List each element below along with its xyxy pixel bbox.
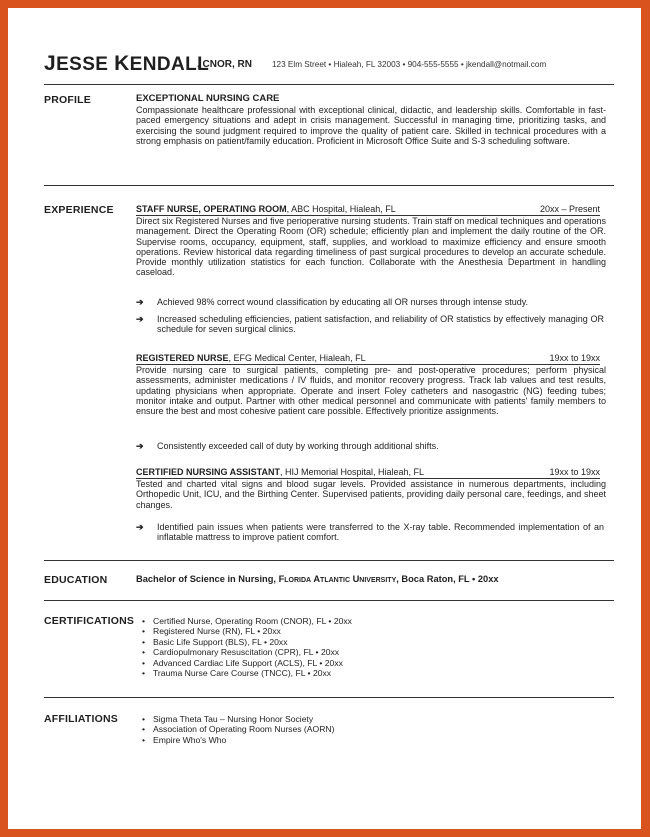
profile-label: PROFILE — [44, 94, 91, 106]
job-title: STAFF NURSE, OPERATING ROOM — [136, 204, 287, 214]
degree: Bachelor of Science in Nursing, — [136, 574, 279, 584]
section-divider — [44, 560, 614, 561]
list-item: • Sigma Theta Tau – Nursing Honor Society — [142, 714, 335, 724]
job-employer: , ABC Hospital, Hialeah, FL — [286, 204, 396, 214]
education-entry — [136, 574, 499, 584]
job-heading — [136, 467, 600, 479]
arrow-right-icon: ➔ — [136, 314, 144, 324]
list-item: • Association of Operating Room Nurses (AORN) — [142, 724, 335, 734]
certifications-label: CERTIFICATIONS — [44, 615, 135, 627]
job-dates: 19xx to 19xx — [549, 467, 600, 477]
job-description: Direct six Registered Nurses and five perioperative nursing students. Train staff on medical techniques and operations management. Direct the Operating Room (OR) schedule; efficiently plan and implement the daily routine of the OR. Supervise rooms, occupancy, equipment, staff, supplies, and workload to maximize efficiency and ensure smooth operations. Review historical data regarding timeliness of past surgical procedures to develop an accurate schedule. Provide monthly utilization statistics for each function. Collaborate with the Anesthesia Department in handling caseload. — [136, 216, 606, 278]
arrow-right-icon: ➔ — [136, 441, 144, 451]
arrow-right-icon: ➔ — [136, 522, 144, 532]
experience-label: EXPERIENCE — [44, 204, 114, 216]
list-item: • Empire Who's Who — [142, 735, 335, 745]
list-item: • Trauma Nurse Care Course (TNCC), FL • 20xx — [142, 668, 352, 678]
job-description: Provide nursing care to surgical patients, completing pre- and post-operative procedures; perform physical assessments, administer medications / IV fluids, and monitor recovery progress. Track lab values and test results, updating physicians when appropriate. Operate and insert Foley catheters and nasogastric (NG) feeding tubes; monitor intake and output. Partner with other medical personnel and communicate with patients' family members to ensure the best and most cohesive patient care possible. Effectively prioritize assignments. — [136, 365, 606, 417]
resume-header — [44, 52, 614, 85]
job-title: REGISTERED NURSE — [136, 353, 229, 363]
list-item: • Advanced Cardiac Life Support (ACLS), FL • 20xx — [142, 658, 352, 668]
section-divider — [44, 600, 614, 601]
list-item: • Certified Nurse, Operating Room (CNOR), FL • 20xx — [142, 616, 352, 626]
job-heading — [136, 353, 600, 365]
certifications-list — [142, 616, 352, 678]
school: Florida Atlantic University — [278, 574, 397, 584]
arrow-right-icon: ➔ — [136, 297, 144, 307]
education-label: EDUCATION — [44, 574, 108, 586]
candidate-name: JESSE KENDALL — [44, 52, 210, 75]
job-description: Tested and charted vital signs and blood sugar levels. Provided assistance in numerous departments, including Orthopedic Unit, ICU, and the Birthing Center. Supervised patients, providing daily personal care, feedings, and sheet changes. — [136, 479, 606, 510]
job-employer: , HIJ Memorial Hospital, Hialeah, FL — [280, 467, 425, 477]
job-employer: , EFG Medical Center, Hialeah, FL — [228, 353, 366, 363]
job-dates: 20xx – Present — [539, 204, 600, 214]
affiliations-label: AFFILIATIONS — [44, 713, 118, 725]
job-heading — [136, 204, 600, 216]
profile-text: Compassionate healthcare professional with exceptional clinical, didactic, and leadership skills. Comfortable in fast-paced emergency situations and adept in crisis management. Successful in managing time, prioritizing tasks, and exercising the sound judgment required to improve the quality of patient care. Skilled in technical procedures with a strong emphasis on patient/family education. Proficient in Microsoft Office Suite and S-3 scheduling software. — [136, 105, 606, 146]
list-item: • Registered Nurse (RN), FL • 20xx — [142, 626, 352, 636]
candidate-credentials: , CNOR, RN — [197, 59, 252, 70]
affiliations-list — [142, 714, 335, 745]
job-title: CERTIFIED NURSING ASSISTANT — [136, 467, 281, 477]
school-location: , Boca Raton, FL • 20xx — [396, 574, 499, 584]
section-divider — [44, 697, 614, 698]
contact-info: 123 Elm Street • Hialeah, FL 32003 • 904-555-5555 • jkendall@notmail.com — [272, 60, 547, 69]
list-item: • Basic Life Support (BLS), FL • 20xx — [142, 637, 352, 647]
section-divider — [44, 185, 614, 186]
profile-headline: EXCEPTIONAL NURSING CARE — [136, 93, 280, 104]
list-item: • Cardiopulmonary Resuscitation (CPR), FL • 20xx — [142, 647, 352, 657]
job-dates: 19xx to 19xx — [549, 353, 600, 363]
resume-page: JESSE KENDALL , CNOR, RN 123 Elm Street • Hialeah, FL 32003 • 904-555-5555 • jkendall@notmail.com PROFILE EXCEPTIONAL NURSING CARE Compassionate healthcare professional with exceptional clinical, didactic, and leadership skills. Comfortable in fast-paced emergency situations and adept in crisis management. Successful in managing time, prioritizing tasks, and exercising the sound judgment required to improve the quality of patient care. Skilled in technical procedures with a strong emphasis on patient/family education. Proficient in Microsoft Office Suite and S-3 scheduling software. EXPERIENCE STAFF NURSE, OPERATING ROOM, ABC Hospital, Hialeah, FL 20xx – Present Direct six Registered Nurses and five perioperative nursing students. Train staff on medical techniques and operations management. Direct the Operating Room (OR) schedule; efficiently plan and implement the daily routine of the OR. Supervise rooms, occupancy, equipment, staff, supplies, and workload to maximize efficiency and ensure smooth operations. Review historical data regarding timeliness of past surgical procedures to develop an accurate schedule. Provide monthly utilization statistics for each function. Collaborate with the Anesthesia Department in handling caseload. ➔ Achieved 98% correct wound classification by educating all OR nurses through intense study. ➔ Increased scheduling efficiencies, patient satisfaction, and reliability of OR statistics by effectively managing OR schedule for seven surgical clinics. REGISTERED NURSE, EFG Medical Center, Hialeah, FL 19xx to 19xx Provide nursing care to surgical patients, completing pre- and post-operative procedures; perform physical assessments, administer medications / IV fluids, and monitor recovery progress. Track lab values and test results, updating physicians when appropriate. Operate and insert Foley catheters and nasogastric (NG) feeding tubes; monitor intake and output. Partner with other medical personnel and communicate with patients' family members to ensure the best and most cohesive patient care possible. Effectively prioritize assignments. ➔ Consistently exceeded call of duty by working through additional shifts. CERTIFIED NURSING ASSISTANT, HIJ Memorial Hospital, Hialeah, FL 19xx to 19xx Tested and charted vital signs and blood sugar levels. Provided assistance in numerous departments, including Orthopedic Unit, ICU, and the Birthing Center. Supervised patients, providing daily personal care, feedings, and sheet changes. ➔ Identified pain issues when patients were transferred to the X-ray table. Recommended implementation of an inflatable mattress to improve patient comfort. EDUCATION Bachelor of Science in Nursing, Florida Atlantic University, Boca Raton, FL • 20xx CERTIFICATIONS • Certified Nurse, Operating Room (CNOR), FL • 20xx • Registered Nurse (RN), FL • 20xx • Basic Life Support (BLS), FL • 20xx • Cardiopulmonary Resuscitation (CPR), FL • 20xx • Advanced Cardiac Life Support (ACLS), FL • 20xx • Trauma Nurse Care Course (TNCC), FL • 20xx AFFILIATIONS • Sigma Theta Tau – Nursing Honor Society • Association of Operating Room Nurses (AORN) • Empire Who's Who — [8, 8, 641, 829]
